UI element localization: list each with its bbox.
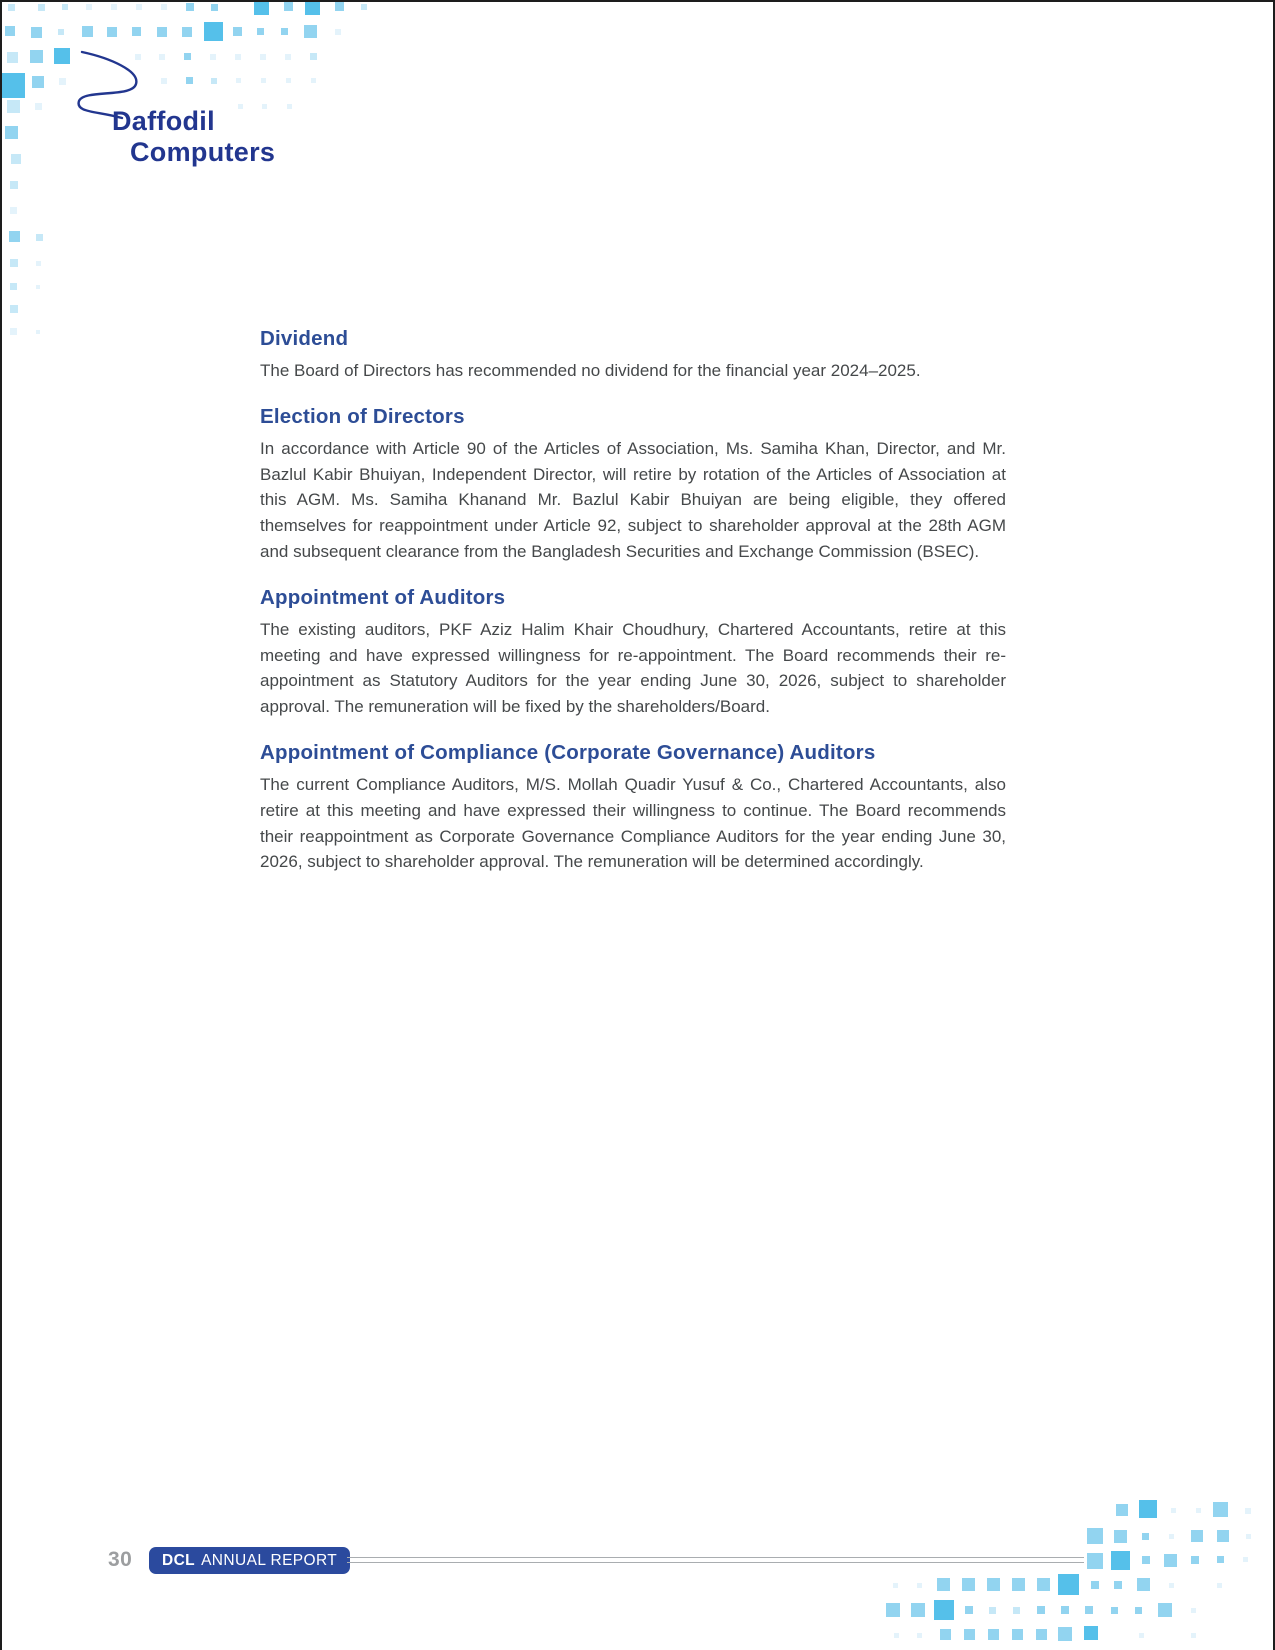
badge-annual-report-text: ANNUAL REPORT <box>201 1551 338 1569</box>
section-body-appointment-of-auditors: The existing auditors, PKF Aziz Halim Khair Choudhury, Chartered Accountants, retire at this meeting and have expressed willingness for re-appointment. The Board recommends their re-appointment as Statutory Auditors for the year ending June 30, 2026, subject to shareholder approval. The remuneration will be fixed by the shareholders/Board. <box>260 619 1006 717</box>
logo-text-daffodil: Daffodil <box>112 106 215 136</box>
page-number: 30 <box>108 1548 133 1571</box>
report-title-badge <box>149 1547 350 1574</box>
section-body-appointment-of-compliance-auditors: The current Compliance Auditors, M/S. Mollah Quadir Yusuf & Co., Chartered Accountants, also retire at this meeting and have expressed their willingness to continue. The Board recommends their reappointment as Corporate Governance Compliance Auditors for the year ending June 30, 2026, subject to shareholder approval. The remuneration will be determined accordingly. <box>260 774 1006 872</box>
section-body-dividend: The Board of Directors has recommended no dividend for the financial year 2024–2025. <box>260 361 921 380</box>
section-heading-appointment-of-compliance-auditors: Appointment of Compliance (Corporate Governance) Auditors <box>260 740 876 764</box>
report-section <box>260 405 1006 565</box>
page-content <box>260 327 1006 896</box>
page-scan-edge-left <box>0 0 2 1650</box>
footer-double-rule <box>347 1557 1084 1563</box>
section-heading-election-of-directors: Election of Directors <box>260 404 465 428</box>
report-section <box>260 586 1006 720</box>
report-section <box>260 327 1006 384</box>
section-heading-appointment-of-auditors: Appointment of Auditors <box>260 585 506 609</box>
daffodil-computers-logo <box>112 106 275 168</box>
section-heading-dividend: Dividend <box>260 327 349 350</box>
page-scan-edge-top <box>0 0 1275 2</box>
logo-text-computers: Computers <box>130 137 276 167</box>
report-section <box>260 741 1006 875</box>
badge-dcl-text: DCL <box>162 1551 196 1569</box>
section-body-election-of-directors: In accordance with Article 90 of the Articles of Association, Ms. Samiha Khan, Director, and Mr. Bazlul Kabir Bhuiyan, Independent Director, will retire by rotation of the Articles of Association at this AGM. Ms. Samiha Khanand Mr. Bazlul Kabir Bhuiyan are being eligible, they offered themselves for reappointment under Article 92, subject to shareholder approval at the 28th AGM and subsequent clearance from the Bangladesh Securities and Exchange Commission (BSEC). <box>260 438 1006 561</box>
